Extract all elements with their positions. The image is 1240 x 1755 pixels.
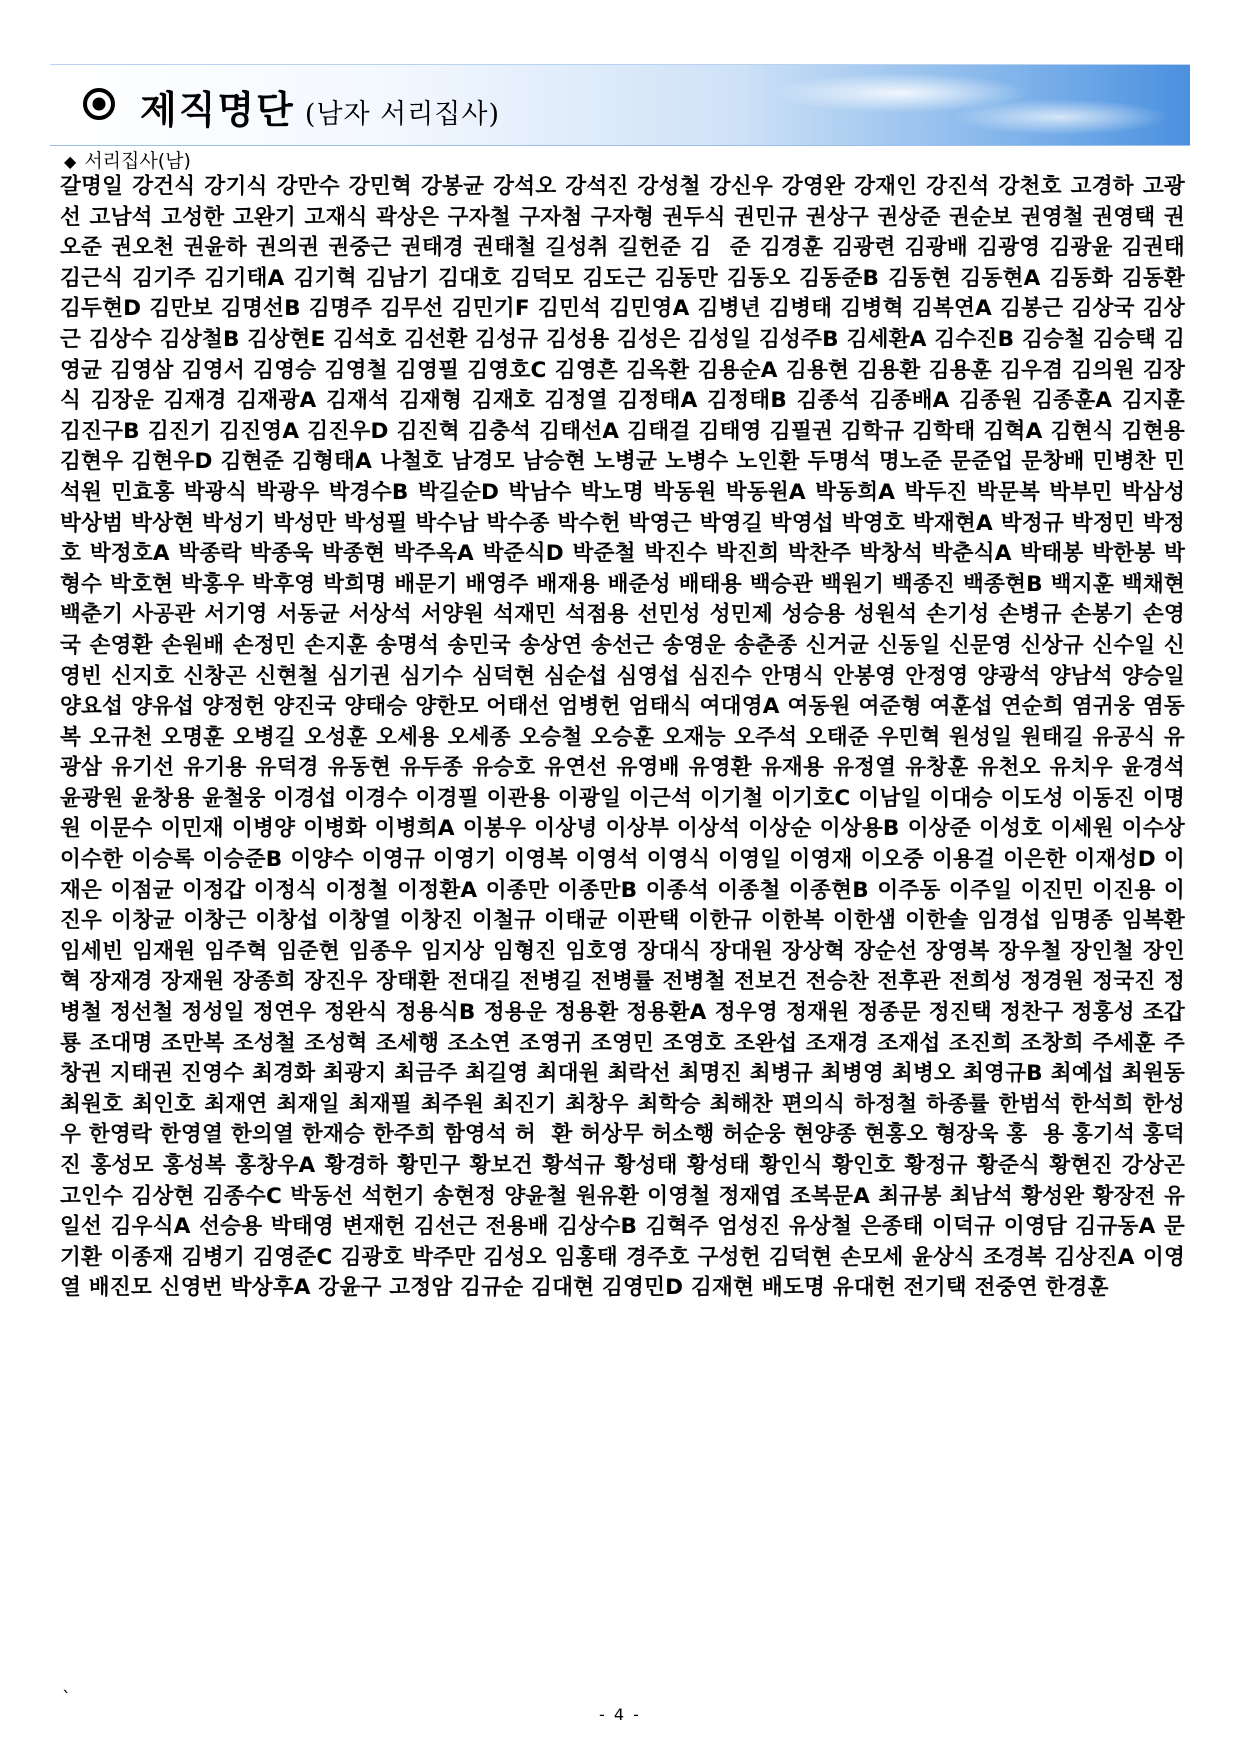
section-heading [64, 146, 191, 173]
banner-cloud [950, 99, 1170, 135]
name-list: 갈명일 강건식 강기식 강만수 강민혁 강봉균 강석오 강석진 강성철 강신우 강영완 강재인 강진석 강천호 고경하 고광선 고남석 고성한 고완기 고재식 곽상은 구자철 구자첨 구자형 권두식 권민규 권상구 권상준 권순보 권영철 권영택 권오준 권오천 권윤하 권의권 권중근 권태경 권태철 길성취 길헌준 김 준 김경훈 김광련 김광배 김광영 김광윤 김권태 김근식 김기주 김기태A 김기혁 김남기 김대호 김덕모 김도근 김동만 김동오 김동준B 김동현 김동현A 김동화 김동환 김두현D 김만보 김명선B 김명주 김무선 김민기F 김민석 김민영A 김병년 김병태 김병혁 김복연A 김봉근 김상국 김상근 김상수 김상철B 김상현E 김석호 김선환 김성규 김성용 김성은 김성일 김성주B 김세환A 김수진B 김승철 김승택 김영균 김영삼 김영서 김영승 김영철 김영필 김영호C 김영흔 김옥환 김용순A 김용현 김용환 김용훈 김우겸 김의원 김장식 김장운 김재경 김재광A 김재석 김재형 김재호 김정열 김정태A 김정태B 김종석 김종배A 김종원 김종훈A 김지훈 김진구B 김진기 김진영A 김진우D 김진혁 김충석 김태선A 김태걸 김태영 김필권 김학규 김학태 김혁A 김현식 김현용 김현우 김현우D 김현준 김형태A 나철호 남경모 남승현 노병균 노병수 노인환 두명석 명노준 문준업 문창배 민병찬 민석원 민효홍 박광식 박광우 박경수B 박길순D 박남수 박노명 박동원 박동원A 박동희A 박두진 박문복 박부민 박삼성 박상범 박상현 박성기 박성만 박성필 박수남 박수종 박수헌 박영근 박영길 박영섭 박영호 박재현A 박정규 박정민 박정호 박정호A 박종락 박종욱 박종현 박주옥A 박준식D 박준철 박진수 박진희 박찬주 박창석 박춘식A 박태봉 박한봉 박형수 박호현 박홍우 박후영 박희명 배문기 배영주 배재용 배준성 배태용 백승관 백원기 백종진 백종현B 백지훈 백채현 백춘기 사공관 서기영 서동균 서상석 서양원 석재민 석점용 선민성 성민제 성승용 성원석 손기성 손병규 손봉기 손영국 손영환 손원배 손정민 손지훈 송명석 송민국 송상연 송선근 송영운 송춘종 신거균 신동일 신문영 신상규 신수일 신영빈 신지호 신창곤 신현철 심기권 심기수 심덕현 심순섭 심영섭 심진수 안명식 안봉영 안정영 양광석 양남석 양승일 양요섭 양유섭 양정헌 양진국 양태승 양한모 어태선 엄병헌 엄태식 여대영A 여동원 여준형 여훈섭 연순희 염귀웅 염동복 오규천 오명훈 오병길 오성훈 오세용 오세종 오승철 오승훈 오재능 오주석 오태준 우민혁 원성일 원태길 유공식 유광삼 유기선 유기용 유덕경 유동현 유두종 유승호 유연선 유영배 유영환 유재용 유정열 유창훈 유천오 유치우 윤경석 윤광원 윤창용 윤철웅 이경섭 이경수 이경필 이관용 이광일 이근석 이기철 이기호C 이남일 이대승 이도성 이동진 이명원 이문수 이민재 이병양 이병화 이병희A 이봉우 이상녕 이상부 이상석 이상순 이상용B 이상준 이성호 이세원 이수상 이수한 이승록 이승준B 이양수 이영규 이영기 이영복 이영석 이영식 이영일 이영재 이오중 이용걸 이은한 이재성D 이재은 이점균 이정갑 이정식 이정철 이정환A 이종만 이종만B 이종석 이종철 이종현B 이주동 이주일 이진민 이진용 이진우 이창균 이창근 이창섭 이창열 이창진 이철규 이태균 이판택 이한규 이한복 이한샘 이한솔 임경섭 임명종 임복환 임세빈 임재원 임주혁 임준현 임종우 임지상 임형진 임호영 장대식 장대원 장상혁 장순선 장영복 장우철 장인철 장인혁 장재경 장재원 장종희 장진우 장태환 전대길 전병길 전병률 전병철 전보건 전승찬 전후관 전희성 정경원 정국진 정병철 정선철 정성일 정연우 정완식 정용식B 정용운 정용환 정용환A 정우영 정재원 정종문 정진택 정찬구 정홍성 조갑룡 조대명 조만복 조성철 조성혁 조세행 조소연 조영귀 조영민 조영호 조완섭 조재경 조재섭 조진희 조창희 주세훈 주창권 지태권 진영수 최경화 최광지 최금주 최길영 최대원 최락선 최명진 최병규 최병영 최병오 최영규B 최예섭 최원동 최원호 최인호 최재연 최재일 최재필 최주원 최진기 최창우 최학승 최해찬 편의식 하정철 하종률 한범석 한석희 한성우 한영락 한영열 한의열 한재승 한주희 함영석 허 환 허상무 허소행 허순웅 현양종 현홍오 형장욱 홍 용 홍기석 홍덕진 홍성모 홍성복 홍창우A 황경하 황민구 황보건 황석규 황성태 황성태 황인식 황인호 황정규 황준식 황현진 강상곤 고인수 김상현 김종수C 박동선 석헌기 송현정 양윤철 원유환 이영철 정재엽 조복문A 최규봉 최남석 황성완 황장전 유일선 김우식A 선승용 박태영 변재헌 김선근 전용배 김상수B 김혁주 엄성진 유상철 은종태 이덕규 이영담 김규동A 문기환 이종재 김병기 김영준C 김광호 박주만 김성오 임홍태 경주호 구성헌 김덕현 손모세 윤상식 조경복 김상진A 이영열 배진모 신영번 박상후A 강윤구 고정암 김규순 김대현 김영민D 김재현 배도명 유대헌 전기택 전중연 한경훈 [60, 174, 1193, 1301]
diamond-icon: ◆ [64, 152, 77, 171]
page-title [140, 79, 500, 134]
double-circle-icon [82, 87, 116, 121]
page-subtitle: (남자 서리집사) [304, 99, 500, 130]
page-number: - 4 - [599, 1705, 641, 1724]
section-label: 서리집사(남) [84, 150, 191, 172]
header-banner [50, 64, 1190, 146]
page-title-text: 제직명단 [140, 87, 295, 132]
footer-mark: ` [62, 1688, 71, 1709]
